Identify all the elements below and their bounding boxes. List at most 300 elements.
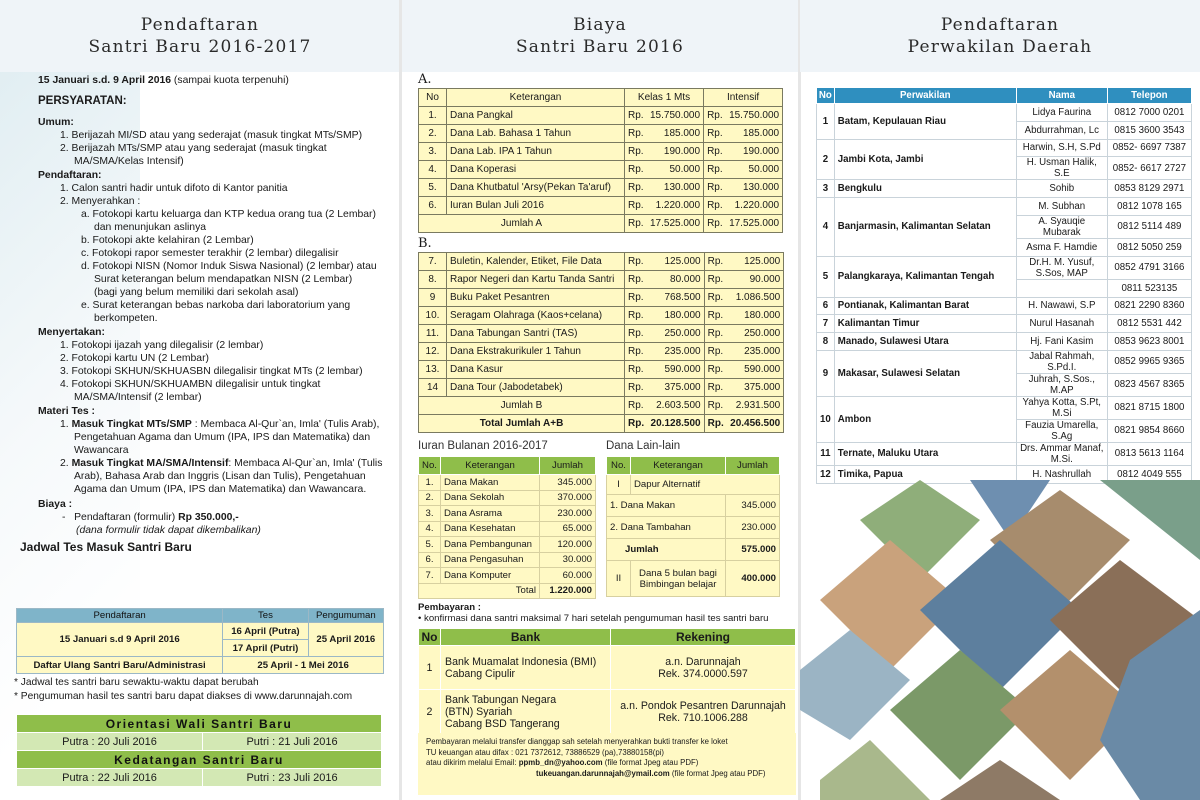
footer-line-2: TU keuangan atau difax : 021 7372612, 73886529 (pa),73880158(pi) — [426, 747, 664, 757]
photo-diamond — [800, 480, 1200, 800]
rep-name: Juhrah, S.Sos., M.AP — [1016, 373, 1107, 396]
orientation-title: Orientasi Wali Santri Baru — [17, 715, 382, 733]
rep-name: Harwin, S.H, S.Pd — [1016, 139, 1107, 157]
rep-row — [817, 256, 1192, 279]
fee-item: Dana Lab. IPA 1 Tahun — [447, 143, 625, 161]
rep-phone: 0812 5114 489 — [1107, 215, 1191, 238]
fee-no: 12. — [419, 343, 447, 361]
total-b-mts: 2.603.500 — [644, 397, 704, 415]
fee-intensif: 1.220.000 — [723, 197, 783, 215]
monthly-row — [419, 506, 596, 522]
currency-label: Rp. — [704, 271, 724, 289]
orientation-table — [16, 714, 382, 787]
other-group2-label: Dana 5 bulan bagi Bimbingan belajar — [631, 561, 726, 597]
currency-label: Rp. — [625, 397, 645, 415]
rep-region: Timika, Papua — [834, 465, 1016, 483]
fees-rows-a — [419, 107, 783, 215]
rep-region: Batam, Kepulauan Riau — [834, 104, 1016, 140]
monthly-item: Dana Asrama — [441, 506, 540, 522]
fee-item: Dana Lab. Bahasa 1 Tahun — [447, 125, 625, 143]
bank-header-account: Rekening — [611, 629, 796, 646]
fees-panel — [402, 0, 798, 800]
schedule-heading: Jadwal Tes Masuk Santri Baru — [20, 540, 192, 554]
rep-phone: 0821 9854 8660 — [1107, 419, 1191, 442]
rep-no: 8 — [817, 333, 835, 351]
currency-label: Rp. — [704, 361, 724, 379]
bank-no: 1 — [419, 646, 441, 690]
materi-label: Masuk Tingkat MA/SMA/Intensif — [71, 458, 229, 469]
rep-phone: 0821 2290 8360 — [1107, 297, 1191, 315]
total-a-intensif: 17.525.000 — [723, 215, 783, 233]
schedule-test-putri: 17 April (Putri) — [223, 640, 308, 657]
menyerahkan-item: d. Fotokopi NISN (Nomor Induk Siswa Nasional) (2 lembar) atau Surat keterangan belum mendapatkan NISN (2 Lembar) — [81, 261, 377, 285]
fees-header-intensif: Intensif — [704, 89, 783, 107]
schedule-notes — [14, 676, 394, 704]
schedule-header-announcement: Pengumuman — [308, 609, 383, 623]
fee-intensif: 250.000 — [724, 325, 784, 343]
rep-name: Fauzia Umarella, S.Ag — [1016, 419, 1107, 442]
fee-mts: 1.220.000 — [644, 197, 704, 215]
rep-phone: 0812 4049 555 — [1107, 465, 1191, 483]
arrival-putri: Putri : 23 Juli 2016 — [203, 769, 382, 787]
fee-row — [419, 161, 783, 179]
fee-item: Dana Tabungan Santri (TAS) — [447, 325, 625, 343]
title-line-2: Santri Baru 2016-2017 — [88, 37, 312, 57]
fee-intensif: 125.000 — [724, 253, 784, 271]
monthly-total: 1.220.000 — [540, 583, 596, 599]
rep-name: A. Syauqie Mubarak — [1016, 215, 1107, 238]
rep-header-region: Perwakilan — [834, 88, 1016, 104]
rep-region: Palangkaraya, Kalimantan Tengah — [834, 256, 1016, 297]
other-fees-table — [606, 456, 780, 597]
fee-no: 5. — [419, 179, 447, 197]
schedule-header-test: Tes — [223, 609, 308, 623]
rep-phone: 0852 9965 9365 — [1107, 350, 1191, 373]
fees-rows-b — [419, 253, 784, 397]
currency-label: Rp. — [704, 379, 724, 397]
monthly-amount: 65.000 — [540, 521, 596, 537]
rep-no: 11 — [817, 442, 835, 465]
other-group1-no: I — [607, 475, 631, 495]
fee-row — [419, 307, 784, 325]
fee-no: 3. — [419, 143, 447, 161]
monthly-item: Dana Sekolah — [441, 490, 540, 506]
monthly-amount: 370.000 — [540, 490, 596, 506]
rep-phone: 0811 523135 — [1107, 279, 1191, 297]
fee-mts: 375.000 — [644, 379, 704, 397]
currency-label: Rp. — [625, 197, 644, 215]
currency-label: Rp. — [704, 325, 724, 343]
rep-phone: 0852- 6617 2727 — [1107, 157, 1191, 180]
requirements-heading: PERSYARATAN: — [38, 95, 127, 107]
menyertakan-item: 2. Fotokopi kartu UN (2 Lembar) — [60, 353, 209, 364]
monthly-row — [419, 568, 596, 584]
menyerahkan-list — [14, 208, 396, 325]
monthly-item: Dana Makan — [441, 475, 540, 491]
fee-mts: 125.000 — [644, 253, 704, 271]
umum-item: 1. Berijazah MI/SD atau yang sederajat (masuk tingkat MTs/SMP) — [60, 130, 363, 141]
rep-name — [1016, 279, 1107, 297]
rep-phone: 0853 8129 2971 — [1107, 180, 1191, 198]
monthly-rows — [419, 475, 596, 584]
currency-label: Rp. — [704, 197, 723, 215]
total-b-label: Jumlah B — [419, 397, 625, 415]
monthly-total-label: Total — [419, 583, 540, 599]
rep-header-name: Nama — [1016, 88, 1107, 104]
fees-table-a — [418, 88, 783, 233]
biaya-note: (dana formulir tidak dapat dikembalikan) — [76, 525, 261, 536]
fee-item: Dana Ekstrakurikuler 1 Tahun — [447, 343, 625, 361]
bank-name: Bank Muamalat Indonesia (BMI) — [445, 655, 597, 668]
currency-label: Rp. — [704, 343, 724, 361]
rep-name: M. Subhan — [1016, 198, 1107, 216]
rep-region: Ternate, Maluku Utara — [834, 442, 1016, 465]
bank-row — [419, 646, 796, 690]
fee-item: Buletin, Kalender, Etiket, File Data — [447, 253, 625, 271]
page-title — [516, 14, 684, 58]
other-group2-no: II — [607, 561, 631, 597]
fee-mts: 80.000 — [644, 271, 704, 289]
fee-row — [419, 361, 784, 379]
rep-region: Manado, Sulawesi Utara — [834, 333, 1016, 351]
rep-phone: 0853 9623 8001 — [1107, 333, 1191, 351]
monthly-item: Dana Pengasuhan — [441, 552, 540, 568]
rep-name: Lidya Faurina — [1016, 104, 1107, 122]
menyerahkan-item: a. Fotokopi kartu keluarga dan KTP kedua orang tua (2 Lembar) dan menunjukan aslinya — [81, 209, 376, 233]
other-row-item: 1. Dana Makan — [607, 495, 726, 517]
account-number: Rek. 374.0000.597 — [658, 667, 748, 680]
monthly-item: Dana Kesehatan — [441, 521, 540, 537]
rep-no: 1 — [817, 104, 835, 140]
student-photo-collage — [800, 480, 1200, 800]
orientation-putra: Putra : 20 Juli 2016 — [17, 733, 203, 751]
schedule-registration-date: 15 Januari s.d 9 April 2016 — [17, 623, 223, 657]
fee-item: Dana Kasur — [447, 361, 625, 379]
fee-mts: 235.000 — [644, 343, 704, 361]
menyerahkan-item: e. Surat keterangan bebas narkoba dari laboratorium yang berkompeten. — [81, 300, 351, 324]
menyertakan-list — [14, 339, 396, 404]
bank-header-no: No — [419, 629, 441, 646]
payment-heading: Pembayaran : — [418, 602, 481, 613]
fee-intensif: 190.000 — [723, 143, 783, 161]
currency-label: Rp. — [704, 179, 723, 197]
fee-intensif: 375.000 — [724, 379, 784, 397]
arrival-title: Kedatangan Santri Baru — [17, 751, 382, 769]
fee-item: Dana Pangkal — [447, 107, 625, 125]
bank-table — [418, 628, 796, 734]
rep-name: Hj. Fani Kasim — [1016, 333, 1107, 351]
rep-name: H. Usman Halik, S.E — [1016, 157, 1107, 180]
rep-no: 10 — [817, 396, 835, 442]
rep-header-phone: Telepon — [1107, 88, 1191, 104]
monthly-amount: 120.000 — [540, 537, 596, 553]
page-title — [88, 14, 311, 58]
fee-mts: 190.000 — [644, 143, 704, 161]
arrival-putra: Putra : 22 Juli 2016 — [17, 769, 203, 787]
nisn-note: (bagi yang belum memiliki dari sekolah asal) — [94, 287, 299, 298]
currency-label: Rp. — [625, 379, 645, 397]
monthly-no: 3. — [419, 506, 441, 522]
registration-period-note: (sampai kuota terpenuhi) — [171, 75, 289, 86]
monthly-header-no: No. — [419, 457, 441, 475]
fee-intensif: 50.000 — [723, 161, 783, 179]
registration-panel — [0, 0, 400, 800]
rep-name: Sohib — [1016, 180, 1107, 198]
rep-row — [817, 442, 1192, 465]
rep-header-no: No — [817, 88, 835, 104]
rep-row — [817, 315, 1192, 333]
fees-header-mts: Kelas 1 Mts — [625, 89, 704, 107]
rep-no: 2 — [817, 139, 835, 180]
payment-note: • konfirmasi dana santri maksimal 7 hari setelah pengumuman hasil tes santri baru — [418, 613, 769, 624]
test-schedule-table — [16, 608, 384, 674]
other-row-amount: 230.000 — [726, 517, 780, 539]
fee-no: 10. — [419, 307, 447, 325]
title-line-1: Pendaftaran — [940, 15, 1060, 35]
umum-item: 2. Berijazah MTs/SMP atau yang sederajat (masuk tingkat MA/SMA/Kelas Intensif) — [60, 143, 327, 167]
materi-text: : Membaca Al-Qur`an, Imla' (Tulis Arab), Bahasa Arab dan Inggris (Lisan dan Tulis), Pengetahuan Agama dan Umum (IPA, IPS dan Matematika) dan Wawancara. — [74, 458, 383, 495]
payment-footer — [418, 733, 796, 795]
fee-no: 13. — [419, 361, 447, 379]
currency-label: Rp. — [704, 253, 724, 271]
other-header-amount: Jumlah — [726, 457, 780, 475]
other-group1-label: Dapur Alternatif — [631, 475, 780, 495]
biaya-heading: Biaya : — [38, 499, 73, 510]
footer-line-1: Pembayaran melalui transfer dianggap sah setelah menyerahkan bukti transfer ke loket — [426, 737, 728, 746]
rep-row — [817, 139, 1192, 157]
title-line-1: Pendaftaran — [140, 15, 260, 35]
rep-row — [817, 396, 1192, 419]
footer-line-3: atau dikirim melalui Email: — [426, 758, 519, 768]
menyertakan-item: 4. Fotokopi SKHUN/SKHUAMBN dilegalisir untuk tingkat MA/SMA/Intensif (2 lembar) — [60, 379, 321, 403]
fee-mts: 180.000 — [644, 307, 704, 325]
pendaftaran-item: 2. Menyerahkan : — [60, 196, 141, 207]
monthly-amount: 230.000 — [540, 506, 596, 522]
fee-no: 14 — [419, 379, 447, 397]
representatives-panel — [800, 0, 1200, 800]
fee-row — [419, 343, 784, 361]
biaya-text: Pendaftaran (formulir) — [74, 512, 179, 523]
bank-name-2: (BTN) Syariah — [445, 705, 513, 718]
fee-item: Iuran Bulan Juli 2016 — [447, 197, 625, 215]
account-holder: a.n. Darunnajah — [665, 655, 741, 668]
menyerahkan-item: c. Fotokopi rapor semester terakhir (2 lembar) dilegalisir — [81, 248, 339, 259]
currency-label: Rp. — [704, 415, 724, 433]
fee-row — [419, 179, 783, 197]
rep-name: Abdurrahman, Lc — [1016, 121, 1107, 139]
footer-format-note: (file format Jpeg atau PDF) — [602, 758, 699, 768]
other-fees-title: Dana Lain-lain — [606, 440, 681, 452]
fee-no: 8. — [419, 271, 447, 289]
other-sum: 575.000 — [726, 539, 780, 561]
currency-label: Rp. — [704, 289, 724, 307]
rep-row — [817, 104, 1192, 122]
fees-table-b — [418, 252, 784, 433]
account-holder: a.n. Pondok Pesantren Darunnajah — [620, 699, 786, 712]
representatives-table — [816, 87, 1192, 484]
fees-header-item: Keterangan — [447, 89, 625, 107]
rep-region: Ambon — [834, 396, 1016, 442]
fee-intensif: 1.086.500 — [724, 289, 784, 307]
monthly-row — [419, 475, 596, 491]
requirements-text — [14, 74, 396, 554]
pendaftaran-item: 1. Calon santri hadir untuk difoto di Kantor panitia — [60, 183, 288, 194]
currency-label: Rp. — [625, 107, 644, 125]
fee-mts: 185.000 — [644, 125, 704, 143]
currency-label: Rp. — [625, 271, 645, 289]
rep-phone: 0812 1078 165 — [1107, 198, 1191, 216]
currency-label: Rp. — [625, 215, 644, 233]
bank-row — [419, 690, 796, 734]
fee-intensif: 185.000 — [723, 125, 783, 143]
rep-name: Asma F. Hamdie — [1016, 238, 1107, 256]
note-schedule-change: * Jadwal tes santri baru sewaktu-waktu dapat berubah — [14, 677, 259, 688]
rep-phone: 0852 4791 3166 — [1107, 256, 1191, 279]
monthly-no: 4. — [419, 521, 441, 537]
bank-name: Bank Tabungan Negara — [445, 693, 557, 706]
monthly-no: 2. — [419, 490, 441, 506]
fee-intensif: 90.000 — [724, 271, 784, 289]
rep-name: Dr.H. M. Yusuf, S.Sos, MAP — [1016, 256, 1107, 279]
fee-mts: 250.000 — [644, 325, 704, 343]
footer-email-2[interactable]: tukeuangan.darunnajah@ymail.com — [536, 768, 670, 778]
currency-label: Rp. — [625, 143, 644, 161]
total-a-label: Jumlah A — [419, 215, 625, 233]
pendaftaran-list — [14, 182, 396, 208]
rep-row — [817, 297, 1192, 315]
rep-phone: 0813 5613 1164 — [1107, 442, 1191, 465]
materi-text: : Membaca Al-Qur`an, Imla' (Tulis Arab), Pengetahuan Agama dan Umum (IPA, IPS dan Matematika) dan Wawancara — [74, 419, 380, 456]
monthly-fees-title: Iuran Bulanan 2016-2017 — [418, 440, 548, 452]
fee-no: 11. — [419, 325, 447, 343]
fee-item: Rapor Negeri dan Kartu Tanda Santri — [447, 271, 625, 289]
fee-mts: 15.750.000 — [644, 107, 704, 125]
bank-header-bank: Bank — [441, 629, 611, 646]
biaya-amount: Rp 350.000,- — [178, 512, 239, 523]
monthly-no: 7. — [419, 568, 441, 584]
schedule-header-registration: Pendaftaran — [17, 609, 223, 623]
registration-period: 15 Januari s.d. 9 April 2016 — [38, 75, 172, 86]
bank-branch: Cabang Cipulir — [445, 667, 516, 680]
monthly-amount: 345.000 — [540, 475, 596, 491]
rep-no: 12 — [817, 465, 835, 483]
rep-row — [817, 180, 1192, 198]
fees-header-no: No — [419, 89, 447, 107]
currency-label: Rp. — [625, 343, 645, 361]
umum-list — [14, 129, 396, 168]
monthly-item: Dana Komputer — [441, 568, 540, 584]
currency-label: Rp. — [704, 143, 723, 161]
rep-no: 9 — [817, 350, 835, 396]
currency-label: Rp. — [625, 325, 645, 343]
monthly-row — [419, 552, 596, 568]
rep-no: 6 — [817, 297, 835, 315]
fee-mts: 130.000 — [644, 179, 704, 197]
currency-label: Rp. — [625, 289, 645, 307]
title-line-2: Perwakilan Daerah — [907, 37, 1093, 57]
rep-name: Yahya Kotta, S.Pt, M.Si — [1016, 396, 1107, 419]
account-number: Rek. 710.1006.288 — [658, 711, 748, 724]
bank-branch: Cabang BSD Tangerang — [445, 717, 560, 730]
panel-header — [0, 0, 400, 72]
title-line-1: Biaya — [573, 15, 627, 35]
umum-heading: Umum: — [38, 117, 74, 128]
fee-item: Dana Tour (Jabodetabek) — [447, 379, 625, 397]
fee-no: 1. — [419, 107, 447, 125]
currency-label: Rp. — [704, 307, 724, 325]
note-announcement-site: * Pengumuman hasil tes santri baru dapat diakses di www.darunnajah.com — [14, 691, 353, 702]
monthly-no: 5. — [419, 537, 441, 553]
footer-email-1[interactable]: ppmb_dn@yahoo.com — [518, 758, 603, 768]
pendaftaran-heading: Pendaftaran: — [38, 170, 102, 181]
schedule-test-putra: 16 April (Putra) — [223, 623, 308, 640]
rep-phone: 0815 3600 3543 — [1107, 121, 1191, 139]
menyertakan-heading: Menyertakan: — [38, 327, 105, 338]
fee-mts: 768.500 — [644, 289, 704, 307]
monthly-header-item: Keterangan — [441, 457, 540, 475]
monthly-item: Dana Pembangunan — [441, 537, 540, 553]
rep-name: H. Nawawi, S.P — [1016, 297, 1107, 315]
materi-list — [14, 418, 396, 496]
fee-no: 6. — [419, 197, 447, 215]
fee-row — [419, 325, 784, 343]
rep-region: Jambi Kota, Jambi — [834, 139, 1016, 180]
rep-phone: 0821 8715 1800 — [1107, 396, 1191, 419]
fee-item: Dana Koperasi — [447, 161, 625, 179]
rep-rows — [817, 104, 1192, 484]
currency-label: Rp. — [704, 125, 723, 143]
rep-row — [817, 198, 1192, 216]
fee-no: 4. — [419, 161, 447, 179]
rep-no: 3 — [817, 180, 835, 198]
monthly-row — [419, 490, 596, 506]
currency-label: Rp. — [704, 215, 723, 233]
fee-row — [419, 253, 784, 271]
currency-label: Rp. — [625, 361, 645, 379]
menyertakan-item: 1. Fotokopi ijazah yang dilegalisir (2 lembar) — [60, 340, 264, 351]
monthly-fees-table — [418, 456, 596, 599]
rep-phone: 0812 7000 0201 — [1107, 104, 1191, 122]
section-b-label: B. — [418, 236, 432, 251]
grand-total-intensif: 20.456.500 — [724, 415, 784, 433]
rep-phone: 0812 5531 442 — [1107, 315, 1191, 333]
fee-intensif: 15.750.000 — [723, 107, 783, 125]
rep-region: Banjarmasin, Kalimantan Selatan — [834, 198, 1016, 257]
menyerahkan-item: b. Fotokopi akte kelahiran (2 Lembar) — [81, 235, 254, 246]
reregister-label: Daftar Ulang Santri Baru/Administrasi — [17, 657, 223, 674]
rep-name: H. Nashrullah — [1016, 465, 1107, 483]
fee-row — [419, 143, 783, 161]
fee-row — [419, 289, 784, 307]
grand-total-label: Total Jumlah A+B — [419, 415, 625, 433]
currency-label: Rp. — [625, 253, 645, 271]
rep-name: Nurul Hasanah — [1016, 315, 1107, 333]
monthly-amount: 30.000 — [540, 552, 596, 568]
reregister-date: 25 April - 1 Mei 2016 — [223, 657, 384, 674]
footer-format-note: (file format Jpeg atau PDF) — [669, 768, 766, 778]
orientation-putri: Putri : 21 Juli 2016 — [203, 733, 382, 751]
fee-row — [419, 107, 783, 125]
currency-label: Rp. — [625, 415, 645, 433]
currency-label: Rp. — [625, 179, 644, 197]
rep-phone: 0812 5050 259 — [1107, 238, 1191, 256]
rep-region: Bengkulu — [834, 180, 1016, 198]
fee-row — [419, 379, 784, 397]
bank-no: 2 — [419, 690, 441, 734]
grand-total-mts: 20.128.500 — [644, 415, 704, 433]
fee-row — [419, 271, 784, 289]
currency-label: Rp. — [625, 125, 644, 143]
